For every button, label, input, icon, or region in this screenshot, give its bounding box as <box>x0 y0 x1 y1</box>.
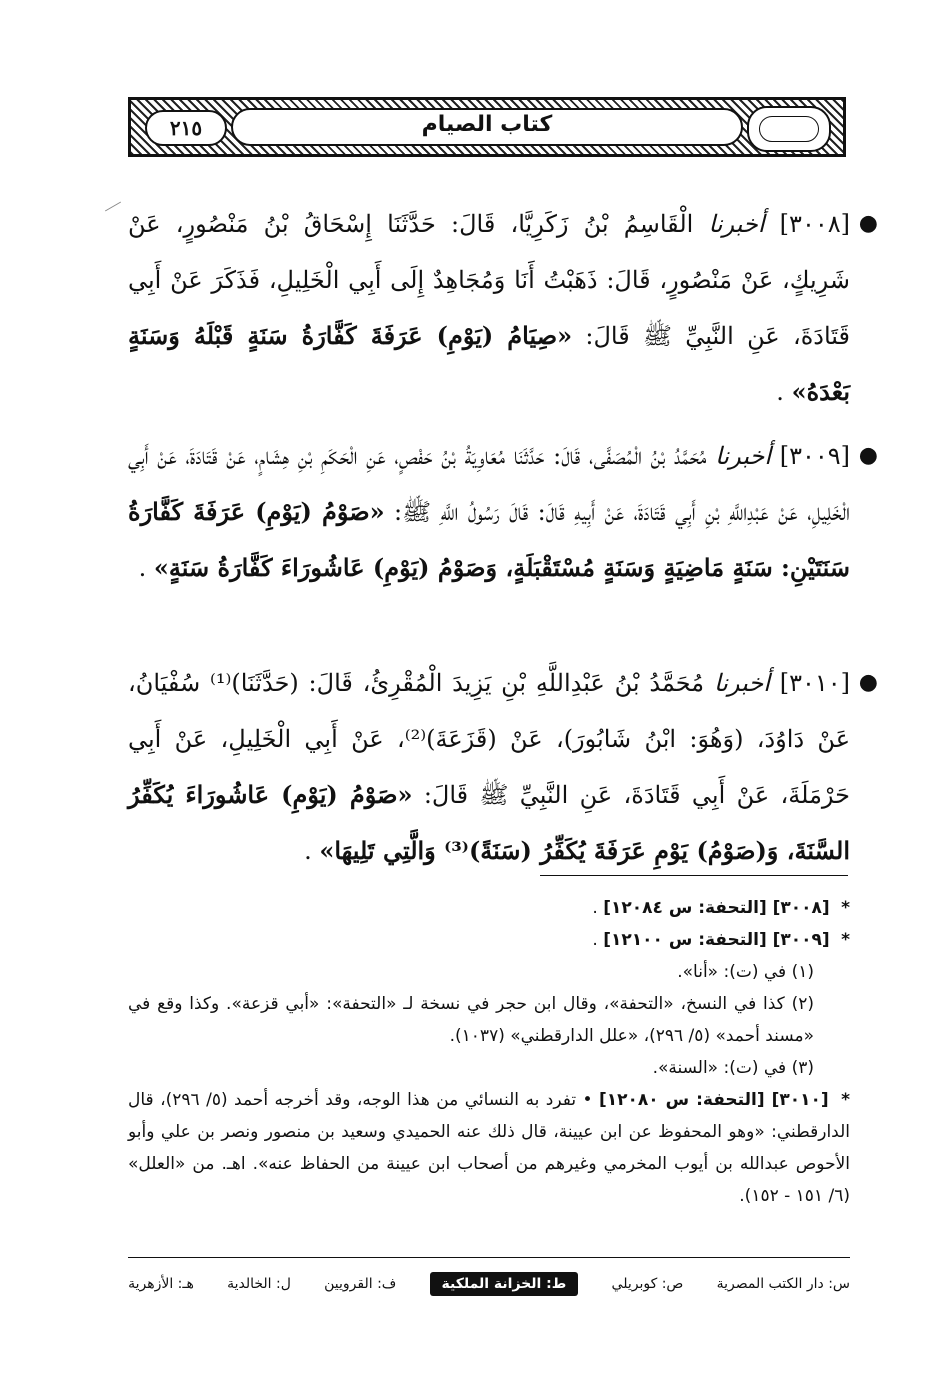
bullet-icon: ● <box>858 443 878 468</box>
page-number: ٢١٥ <box>145 110 227 146</box>
akhbarana: أخبرنا <box>713 669 770 697</box>
isnad: مُحَمَّدُ بْنُ عَبْدِاللَّهِ بْنِ يَزِيدَ الْمُقْرِئُ، قَالَ: (حَدَّثَنَا)⁽¹⁾ سُفْيَانُ، عَنْ دَاوُدَ، (وَهُوَ: ابْنُ شَابُورَ)، عَنْ (قَزَعَةَ)⁽²⁾، عَنْ أَبِي الْخَلِيلِ، عَنْ أَبِي حَرْمَلَةَ، عَنْ أَبِي قَتَادَةَ، عَنِ النَّبِيِّ ﷺ قَالَ: <box>128 669 851 809</box>
end-mark: . <box>776 378 784 406</box>
footnote-3: (٣) في (ت): «السنة». <box>652 1058 814 1078</box>
hadith-3010 <box>128 655 878 879</box>
hadith-number: [٣٠٠٩] <box>779 442 850 470</box>
siglum-s2: ص: كوبريلي <box>611 1276 684 1292</box>
margin-mark <box>105 202 121 212</box>
siglum-h: هـ: الأزهرية <box>128 1276 194 1292</box>
footnote-ref-3009: * [٣٠٠٩] [التحفة: س ١٢١٠٠] . <box>592 930 850 950</box>
footnote-ref-3008: * [٣٠٠٨] [التحفة: س ١٢٠٨٤] . <box>592 898 850 918</box>
bullet-icon: ● <box>858 670 878 695</box>
matn: «صَوْمُ (يَوْمِ) عَاشُورَاءَ يُكَفِّرُ السَّنَةَ، وَ(صَوْمُ) يَوْمِ عَرَفَةَ يُكَفِّرُ (سَنَةً)⁽³⁾ وَالَّتِي تَلِيهَا» <box>128 780 850 865</box>
manuscript-sigla <box>128 1272 850 1296</box>
siglum-t: ط: الخزانة الملكية <box>430 1272 579 1296</box>
footnote-ref-3010: * [٣٠١٠] [التحفة: س ١٢٠٨٠] • تفرد به النسائي من هذا الوجه، وقد أخرجه أحمد (٥/ ٢٩٦)، قال الدارقطني: «وهو المحفوظ عن ابن عيينة، قال ذلك عنه الحميدي وسعيد بن منصور ونصر بن علي وأبو الأحوص عبدالله بن أيوب المخرمي وغيرهم من أصحاب ابن عيينة من الحفاظ عنه». اهـ. من «العلل» (٦/ ١٥١ - ١٥٢). <box>128 1090 851 1206</box>
footnote-separator <box>540 875 848 876</box>
matn: «صَوْمُ (يَوْمِ) عَرَفَةَ كَفَّارَةُ سَنَتَيْنِ: سَنَةٍ مَاضِيَةٍ وَسَنَةٍ مُسْتَقْبَلَةٍ، وَصَوْمُ (يَوْمِ) عَاشُورَاءَ كَفَّارَةُ سَنَةٍ» <box>128 497 850 582</box>
hadith-3009 <box>128 428 878 596</box>
footer-rule <box>128 1257 850 1258</box>
hadith-number: [٣٠٠٨] <box>779 210 850 238</box>
footnote-2: (٢) كذا في النسخ، «التحفة»، وقال ابن حجر في نسخة لـ «التحفة»: «أبي قزعة». وكذا وقع في «مسند أحمد» (٥/ ٢٩٦)، «علل الدارقطني» (١٠٣٧). <box>128 994 814 1046</box>
isnad: مُحَمَّدُ بْنُ الْمُصَفَّى، قَالَ: حَدَّثَنَا مُعَاوِيَةُ بْنُ حَفْصٍ، عَنِ الْحَكَمِ بْنِ هِشَامٍ، عَنْ قَتَادَةَ، عَنْ أَبِي الْخَلِيلِ، عَنْ عَبْدِاللَّهِ بْنِ أَبِي قَتَادَةَ، عَنْ أَبِيهِ قَالَ: قَالَ رَسُولُ اللَّهِ ﷺ: <box>128 442 850 526</box>
siglum-f: ف: القرويين <box>324 1276 397 1292</box>
akhbarana: أخبرنا <box>708 210 765 238</box>
siglum-s: س: دار الكتب المصرية <box>716 1276 850 1292</box>
isnad: الْقَاسِمُ بْنُ زَكَرِيَّا، قَالَ: حَدَّثَنَا إِسْحَاقُ بْنُ مَنْصُورٍ، عَنْ شَرِيكٍ، عَنْ مَنْصُورٍ، قَالَ: ذَهَبْتُ أَنَا وَمُجَاهِدٌ إِلَى أَبِي الْخَلِيلِ، فَذَكَرَ عَنْ أَبِي قَتَادَةَ، عَنِ النَّبِيِّ ﷺ قَالَ: <box>128 210 850 350</box>
end-mark: . <box>304 837 312 865</box>
footnotes <box>128 892 850 1212</box>
matn: «صِيَامُ (يَوْمِ) عَرَفَةَ كَفَّارَةُ سَنَةٍ قَبْلَهُ وَسَنَةٍ بَعْدَهُ» <box>128 321 850 406</box>
siglum-l: ل: الخالدية <box>227 1276 291 1292</box>
hadith-number: [٣٠١٠] <box>779 669 851 697</box>
hadith-3008 <box>128 196 878 420</box>
publisher-seal-icon <box>747 106 831 152</box>
akhbarana: أخبرنا <box>715 442 772 470</box>
footnote-1: (١) في (ت): «أنا». <box>677 962 814 982</box>
page-header <box>128 97 846 157</box>
book-title: كتاب الصيام <box>421 112 553 137</box>
bullet-icon: ● <box>858 211 878 236</box>
end-mark: . <box>138 554 147 582</box>
